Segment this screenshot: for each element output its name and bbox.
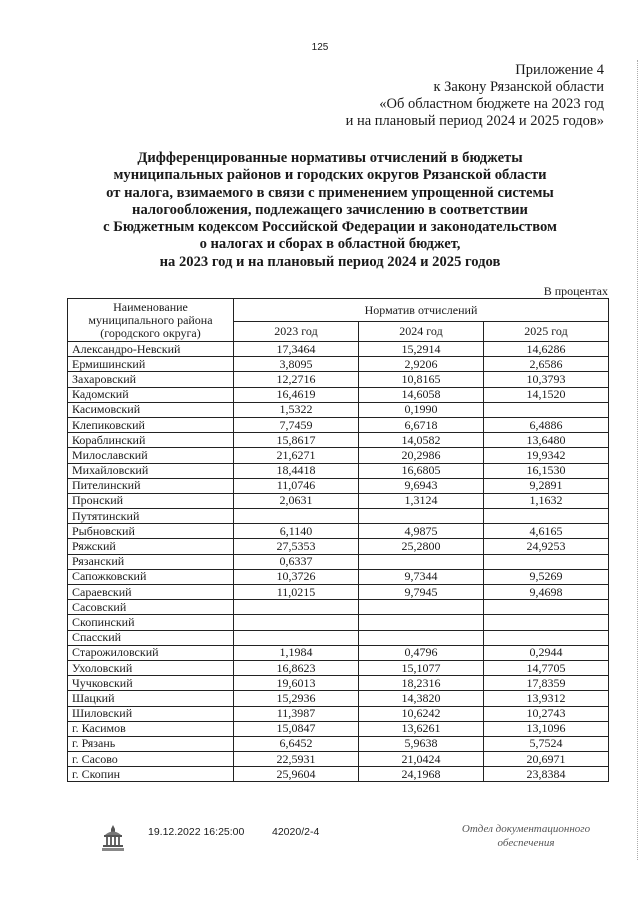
norm-value-cell: 16,4619	[234, 387, 359, 402]
norm-value-cell	[484, 554, 609, 569]
table-row	[68, 372, 609, 387]
appendix-line: «Об областном бюджете на 2023 год	[379, 96, 604, 112]
title-line: о налогах и сборах в областной бюджет,	[199, 236, 461, 253]
norm-value-cell: 1,5322	[234, 402, 359, 417]
norm-value-cell	[359, 615, 484, 630]
norm-value-cell: 6,6452	[234, 736, 359, 751]
norm-value-cell: 9,6943	[359, 478, 484, 493]
district-name-cell: Пронский	[68, 493, 234, 508]
units-label: В процентах	[543, 284, 608, 298]
norm-value-cell: 4,9875	[359, 524, 484, 539]
district-name-cell: Захаровский	[68, 372, 234, 387]
district-name-cell: Кадомский	[68, 387, 234, 402]
department-stamp-line: Отдел документационного	[461, 823, 591, 835]
norm-value-cell: 10,3793	[484, 372, 609, 387]
table-row	[68, 676, 609, 691]
norm-value-cell: 22,5931	[234, 752, 359, 767]
norm-value-cell: 14,0582	[359, 433, 484, 448]
title-line: Дифференцированные нормативы отчислений в бюджеты	[137, 150, 523, 166]
table-row	[68, 752, 609, 767]
norm-value-cell: 15,2936	[234, 691, 359, 706]
page-number: 125	[311, 42, 329, 53]
norm-value-cell: 0,1990	[359, 402, 484, 417]
district-name-cell: Старожиловский	[68, 645, 234, 660]
footer-datetime: 19.12.2022 16:25:00	[148, 826, 245, 838]
district-name-cell: Сапожковский	[68, 569, 234, 584]
norm-value-cell: 2,6586	[484, 357, 609, 372]
norm-value-cell: 24,9253	[484, 539, 609, 554]
district-name-cell: Касимовский	[68, 402, 234, 417]
norm-value-cell	[484, 615, 609, 630]
table-row	[68, 493, 609, 508]
table-row	[68, 600, 609, 615]
district-name-cell: Ухоловский	[68, 660, 234, 675]
table-row	[68, 554, 609, 569]
table-row	[68, 463, 609, 478]
table-row	[68, 342, 609, 357]
table-body	[68, 342, 609, 782]
norm-value-cell	[359, 630, 484, 645]
norm-value-cell: 19,6013	[234, 676, 359, 691]
norm-value-cell: 14,7705	[484, 660, 609, 675]
norm-value-cell	[484, 630, 609, 645]
table-row	[68, 387, 609, 402]
norm-value-cell: 9,4698	[484, 585, 609, 600]
document-title	[60, 150, 600, 271]
norm-value-cell: 17,8359	[484, 676, 609, 691]
header-name-cell	[68, 299, 234, 342]
title-line: от налога, взимаемого в связи с применением упрощенной системы	[106, 184, 554, 201]
norm-value-cell	[234, 615, 359, 630]
header-group-cell: Норматив отчислений	[234, 299, 609, 322]
norm-value-cell	[484, 600, 609, 615]
table-row	[68, 660, 609, 675]
district-name-cell: Клепиковский	[68, 417, 234, 432]
district-name-cell: Путятинский	[68, 509, 234, 524]
norm-value-cell: 25,2800	[359, 539, 484, 554]
table-row	[68, 585, 609, 600]
norm-value-cell	[234, 509, 359, 524]
duma-logo-icon	[100, 823, 126, 853]
norm-value-cell: 24,1968	[359, 767, 484, 782]
district-name-cell: г. Сасово	[68, 752, 234, 767]
district-name-cell: Сасовский	[68, 600, 234, 615]
table-row	[68, 721, 609, 736]
norm-value-cell: 0,6337	[234, 554, 359, 569]
norm-value-cell: 6,1140	[234, 524, 359, 539]
district-name-cell: Ермишинский	[68, 357, 234, 372]
district-name-cell: г. Рязань	[68, 736, 234, 751]
district-name-cell: г. Скопин	[68, 767, 234, 782]
table-row	[68, 524, 609, 539]
norm-value-cell: 5,7524	[484, 736, 609, 751]
table-row	[68, 630, 609, 645]
norm-value-cell: 9,7945	[359, 585, 484, 600]
norm-value-cell: 15,1077	[359, 660, 484, 675]
norm-value-cell: 7,7459	[234, 417, 359, 432]
norm-value-cell: 23,8384	[484, 767, 609, 782]
norm-value-cell: 0,2944	[484, 645, 609, 660]
norm-value-cell: 13,9312	[484, 691, 609, 706]
norm-value-cell: 18,2316	[359, 676, 484, 691]
norm-value-cell	[484, 509, 609, 524]
norm-value-cell: 19,9342	[484, 448, 609, 463]
norm-value-cell: 14,1520	[484, 387, 609, 402]
title-line: на 2023 год и на плановый период 2024 и 2025 годов	[159, 253, 501, 270]
norm-value-cell: 25,9604	[234, 767, 359, 782]
norm-value-cell: 0,4796	[359, 645, 484, 660]
table-row	[68, 478, 609, 493]
district-name-cell: Скопинский	[68, 615, 234, 630]
norm-value-cell	[234, 630, 359, 645]
footer-reg-number: 42020/2-4	[272, 826, 320, 838]
title-line: муниципальных районов и городских округов Рязанской области	[113, 167, 547, 184]
appendix-line: к Закону Рязанской области	[433, 79, 604, 95]
norm-value-cell: 2,9206	[359, 357, 484, 372]
norm-value-cell: 15,2914	[359, 342, 484, 357]
table-row	[68, 509, 609, 524]
appendix-line: и на плановый период 2024 и 2025 годов»	[345, 113, 604, 129]
norm-value-cell: 13,1096	[484, 721, 609, 736]
table-row	[68, 417, 609, 432]
norm-value-cell: 14,6286	[484, 342, 609, 357]
year-header: 2023 год	[234, 322, 359, 342]
norm-value-cell: 6,4886	[484, 417, 609, 432]
norm-value-cell: 18,4418	[234, 463, 359, 478]
norm-value-cell: 20,2986	[359, 448, 484, 463]
district-name-cell: Рязанский	[68, 554, 234, 569]
table-row	[68, 433, 609, 448]
table-row	[68, 539, 609, 554]
norm-value-cell: 16,6805	[359, 463, 484, 478]
norm-value-cell: 10,2743	[484, 706, 609, 721]
table-row	[68, 402, 609, 417]
table-row	[68, 357, 609, 372]
district-name-cell: Шиловский	[68, 706, 234, 721]
norm-value-cell	[359, 600, 484, 615]
appendix-line: Приложение 4	[515, 62, 604, 78]
norm-value-cell: 3,8095	[234, 357, 359, 372]
table-row	[68, 691, 609, 706]
norm-value-cell	[359, 554, 484, 569]
year-header: 2025 год	[484, 322, 609, 342]
header-name-line: (городского округа)	[100, 325, 201, 340]
scan-edge-marks	[634, 60, 638, 860]
norm-value-cell: 11,3987	[234, 706, 359, 721]
district-name-cell: Шацкий	[68, 691, 234, 706]
department-stamp-line: обеспечения	[497, 837, 555, 849]
table-row	[68, 569, 609, 584]
district-name-cell: Рыбновский	[68, 524, 234, 539]
norm-value-cell: 4,6165	[484, 524, 609, 539]
district-name-cell: Чучковский	[68, 676, 234, 691]
appendix-header	[346, 62, 604, 130]
norm-value-cell: 10,3726	[234, 569, 359, 584]
header-name-line: Наименование	[113, 299, 188, 314]
norms-table	[67, 298, 609, 782]
norm-value-cell: 14,6058	[359, 387, 484, 402]
norm-value-cell	[484, 402, 609, 417]
norm-value-cell: 27,5353	[234, 539, 359, 554]
norm-value-cell: 15,0847	[234, 721, 359, 736]
norm-value-cell: 12,2716	[234, 372, 359, 387]
norm-value-cell: 6,6718	[359, 417, 484, 432]
district-name-cell: Милославский	[68, 448, 234, 463]
district-name-cell: г. Касимов	[68, 721, 234, 736]
district-name-cell: Сараевский	[68, 585, 234, 600]
norm-value-cell: 20,6971	[484, 752, 609, 767]
table-row	[68, 736, 609, 751]
norm-value-cell: 1,1984	[234, 645, 359, 660]
norm-value-cell: 9,7344	[359, 569, 484, 584]
norm-value-cell: 11,0215	[234, 585, 359, 600]
department-stamp	[446, 822, 606, 850]
norm-value-cell: 13,6261	[359, 721, 484, 736]
district-name-cell: Александро-Невский	[68, 342, 234, 357]
norm-value-cell: 16,1530	[484, 463, 609, 478]
norm-value-cell: 9,2891	[484, 478, 609, 493]
district-name-cell: Ряжский	[68, 539, 234, 554]
norm-value-cell: 14,3820	[359, 691, 484, 706]
norm-value-cell: 17,3464	[234, 342, 359, 357]
table-row	[68, 767, 609, 782]
norm-value-cell: 1,3124	[359, 493, 484, 508]
norm-value-cell	[359, 509, 484, 524]
norm-value-cell: 9,5269	[484, 569, 609, 584]
header-name-line: муниципального района	[88, 312, 213, 327]
norm-value-cell: 2,0631	[234, 493, 359, 508]
table-row	[68, 448, 609, 463]
title-line: с Бюджетным кодексом Российской Федерации и законодательством	[103, 219, 557, 236]
table-row	[68, 645, 609, 660]
norm-value-cell: 16,8623	[234, 660, 359, 675]
table-row	[68, 706, 609, 721]
table-header-row	[68, 299, 609, 322]
norm-value-cell: 10,6242	[359, 706, 484, 721]
title-line: налогообложения, подлежащего зачислению в соответствии	[132, 201, 528, 218]
norm-value-cell: 1,1632	[484, 493, 609, 508]
table-row	[68, 615, 609, 630]
norm-value-cell: 21,6271	[234, 448, 359, 463]
district-name-cell: Кораблинский	[68, 433, 234, 448]
district-name-cell: Спасский	[68, 630, 234, 645]
district-name-cell: Пителинский	[68, 478, 234, 493]
norm-value-cell: 13,6480	[484, 433, 609, 448]
year-header: 2024 год	[359, 322, 484, 342]
district-name-cell: Михайловский	[68, 463, 234, 478]
norm-value-cell: 15,8617	[234, 433, 359, 448]
norm-value-cell: 10,8165	[359, 372, 484, 387]
norm-value-cell	[234, 600, 359, 615]
norm-value-cell: 21,0424	[359, 752, 484, 767]
norm-value-cell: 11,0746	[234, 478, 359, 493]
norm-value-cell: 5,9638	[359, 736, 484, 751]
